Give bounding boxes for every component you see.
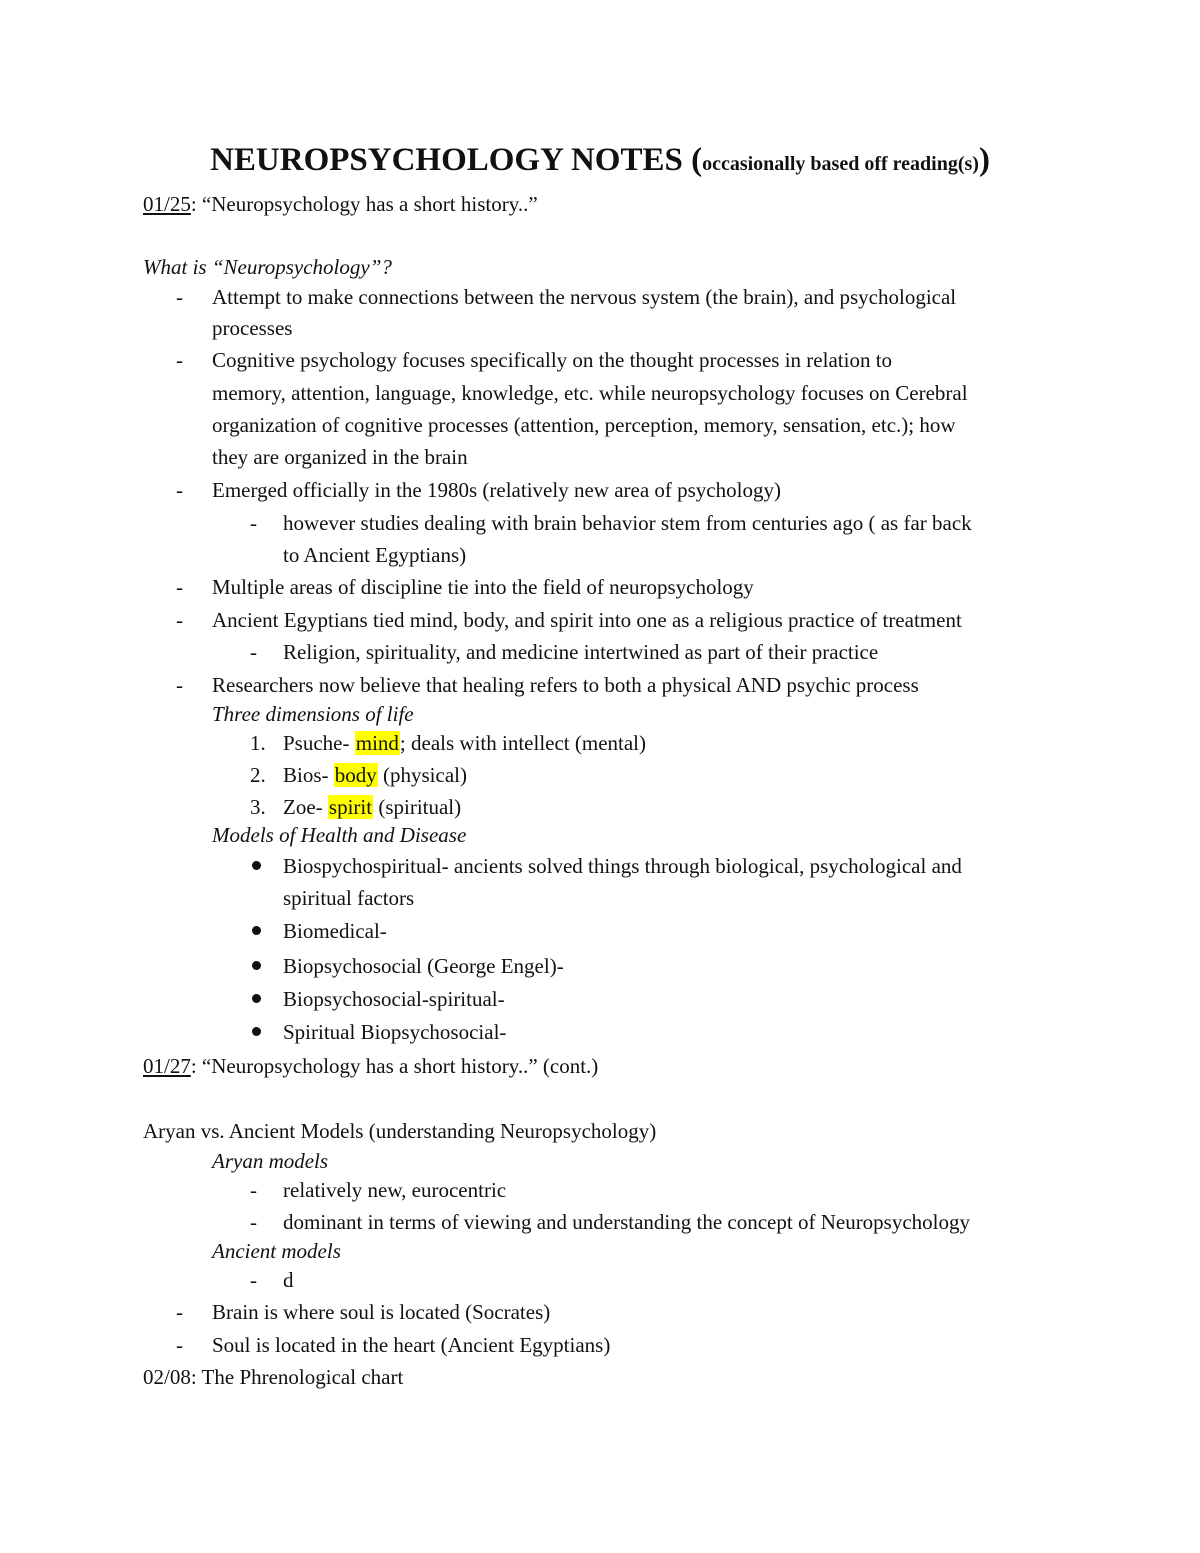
document-title: [0, 141, 1200, 183]
models-heading: Models of Health and Disease: [212, 823, 467, 847]
dash-marker: -: [250, 640, 257, 664]
title-main: NEUROPSYCHOLOGY NOTES (: [210, 142, 703, 178]
session-date: 01/27: [143, 1054, 191, 1078]
dash-marker: -: [176, 348, 183, 372]
dash-marker: -: [176, 1300, 183, 1324]
bullet-dot: [252, 994, 261, 1003]
list-number: 2.: [250, 763, 266, 787]
session-heading-0125: [143, 191, 538, 217]
list-number: 1.: [250, 731, 266, 755]
dimension-item: Bios- body (physical): [283, 763, 467, 787]
dash-marker: -: [250, 511, 257, 535]
dash-marker: -: [176, 575, 183, 599]
model-item: Biopsychosocial-spiritual-: [283, 987, 505, 1011]
dimension-item: Zoe- spirit (spiritual): [283, 795, 462, 819]
aryan-heading: Aryan models: [212, 1149, 329, 1173]
title-subtitle: occasionally based off reading(s): [702, 153, 979, 175]
sub-bullet-line: relatively new, eurocentric: [283, 1178, 507, 1202]
section-question: What is “Neuropsychology”?: [143, 255, 392, 279]
highlighted-term: spirit: [328, 795, 373, 819]
bullet-line: Emerged officially in the 1980s (relatively new area of psychology): [212, 478, 781, 502]
bullet-line: Cognitive psychology focuses specifically on the thought processes in relation to: [212, 348, 893, 372]
list-number: 3.: [250, 795, 266, 819]
dash-marker: -: [250, 1178, 257, 1202]
highlighted-term: mind: [355, 731, 399, 755]
session-date: 01/25: [143, 192, 191, 216]
model-item: Biopsychosocial (George Engel)-: [283, 954, 564, 978]
bullet-line: Ancient Egyptians tied mind, body, and spirit into one as a religious practice of treatment: [212, 608, 962, 632]
model-item: Biospychospiritual- ancients solved things through biological, psychological and: [283, 854, 962, 878]
bullet-line: Soul is located in the heart (Ancient Egyptians): [212, 1333, 611, 1357]
dash-marker: -: [176, 673, 183, 697]
bullet-line: processes: [212, 316, 293, 340]
dash-marker: -: [250, 1210, 257, 1234]
bullet-line: Brain is where soul is located (Socrates): [212, 1300, 551, 1324]
session-topic: : “Neuropsychology has a short history..”: [190, 192, 538, 216]
ancient-heading: Ancient models: [212, 1239, 341, 1263]
sub-bullet-line: Religion, spirituality, and medicine intertwined as part of their practice: [283, 640, 879, 664]
dash-marker: -: [250, 1268, 257, 1292]
bullet-line: Multiple areas of discipline tie into the field of neuropsychology: [212, 575, 754, 599]
bullet-line: they are organized in the brain: [212, 445, 468, 469]
bullet-dot: [252, 926, 261, 935]
bullet-dot: [252, 1027, 261, 1036]
section-heading: Aryan vs. Ancient Models (understanding Neuropsychology): [143, 1119, 657, 1143]
bullet-line: Attempt to make connections between the nervous system (the brain), and psychological: [212, 285, 957, 309]
session-heading-0127: [143, 1053, 598, 1079]
sub-bullet-line: d: [283, 1268, 294, 1292]
bullet-dot: [252, 961, 261, 970]
dash-marker: -: [176, 478, 183, 502]
title-close: ): [978, 142, 990, 178]
model-item: Biomedical-: [283, 919, 387, 943]
dimensions-heading: Three dimensions of life: [212, 702, 414, 726]
session-heading-0208: 02/08: The Phrenological chart: [143, 1365, 404, 1389]
sub-bullet-line: to Ancient Egyptians): [283, 543, 467, 567]
bullet-dot: [252, 861, 261, 870]
sub-bullet-line: dominant in terms of viewing and understanding the concept of Neuropsychology: [283, 1210, 971, 1234]
model-item: spiritual factors: [283, 886, 415, 910]
bullet-line: Researchers now believe that healing refers to both a physical AND psychic process: [212, 673, 919, 697]
bullet-line: memory, attention, language, knowledge, etc. while neuropsychology focuses on Cerebral: [212, 381, 968, 405]
dash-marker: -: [176, 285, 183, 309]
dash-marker: -: [176, 608, 183, 632]
model-item: Spiritual Biopsychosocial-: [283, 1020, 507, 1044]
bullet-line: organization of cognitive processes (attention, perception, memory, sensation, etc.); how: [212, 413, 956, 437]
dash-marker: -: [176, 1333, 183, 1357]
dimension-item: Psuche- mind; deals with intellect (mental): [283, 731, 647, 755]
highlighted-term: body: [334, 763, 377, 787]
session-topic: : “Neuropsychology has a short history..” (cont.): [190, 1054, 599, 1078]
sub-bullet-line: however studies dealing with brain behavior stem from centuries ago ( as far back: [283, 511, 972, 535]
